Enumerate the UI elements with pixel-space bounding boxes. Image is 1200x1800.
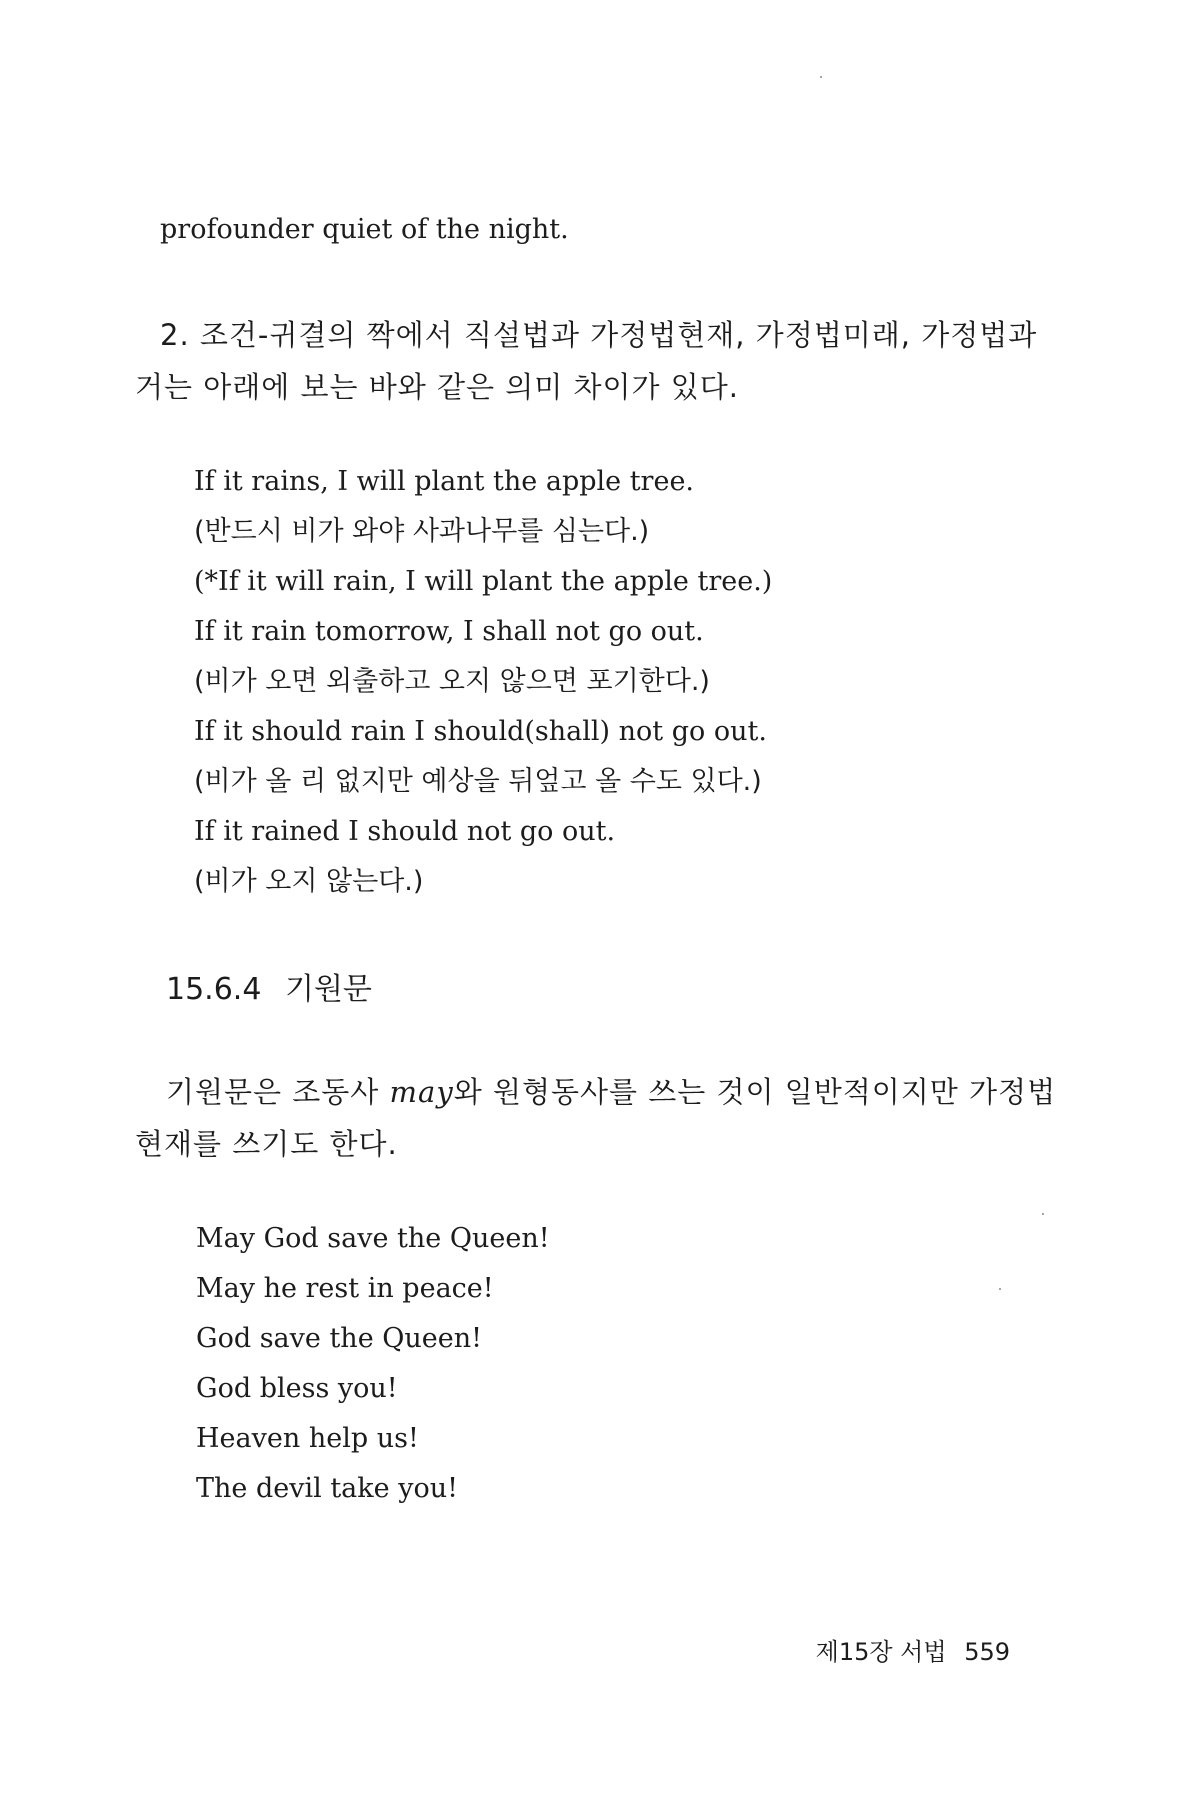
example-line: God save the Queen! (196, 1323, 482, 1354)
example-line: May God save the Queen! (196, 1223, 550, 1254)
chapter-label: 제15장 서법 (815, 1638, 947, 1666)
section-number: 15.6.4 (166, 972, 262, 1007)
example-line: (비가 올 리 없지만 예상을 뒤엎고 올 수도 있다.) (194, 766, 762, 797)
continuation-text: profounder quiet of the night. (160, 214, 569, 245)
item-2-line-2: 거는 아래에 보는 바와 같은 의미 차이가 있다. (135, 370, 739, 404)
item-2-line-1: 2. 조건-귀결의 짝에서 직설법과 가정법현재, 가정법미래, 가정법과 (160, 318, 1038, 352)
body-text: 기원문은 조동사 (166, 1075, 390, 1109)
page-number: 559 (964, 1638, 1010, 1666)
example-line: God bless you! (196, 1373, 398, 1404)
example-line: (반드시 비가 와야 사과나무를 심는다.) (194, 516, 650, 547)
page-footer (816, 1632, 1010, 1667)
example-line: The devil take you! (196, 1473, 458, 1504)
example-line: May he rest in peace! (196, 1273, 494, 1304)
emphasis-may: may (389, 1075, 454, 1109)
example-line: If it rain tomorrow, I shall not go out. (194, 616, 704, 647)
example-line: (비가 오지 않는다.) (194, 866, 424, 897)
example-line: If it rained I should not go out. (194, 816, 616, 847)
section-title: 기원문 (284, 972, 372, 1007)
scan-speck (1042, 1213, 1044, 1215)
section-heading (166, 972, 372, 1008)
body-text: 와 원형동사를 쓰는 것이 일반적이지만 가정법 (453, 1075, 1057, 1109)
example-line: If it rains, I will plant the apple tree. (194, 466, 695, 497)
example-line: (비가 오면 외출하고 오지 않으면 포기한다.) (194, 666, 710, 697)
example-line: (*If it will rain, I will plant the apple tree.) (194, 566, 773, 597)
example-line: If it should rain I should(shall) not go out. (194, 716, 767, 747)
scan-speck (820, 76, 822, 78)
example-line: Heaven help us! (196, 1423, 419, 1454)
body-paragraph-line-2: 현재를 쓰기도 한다. (135, 1127, 398, 1161)
body-paragraph-line-1 (166, 1075, 1056, 1110)
scan-speck (999, 1288, 1001, 1290)
